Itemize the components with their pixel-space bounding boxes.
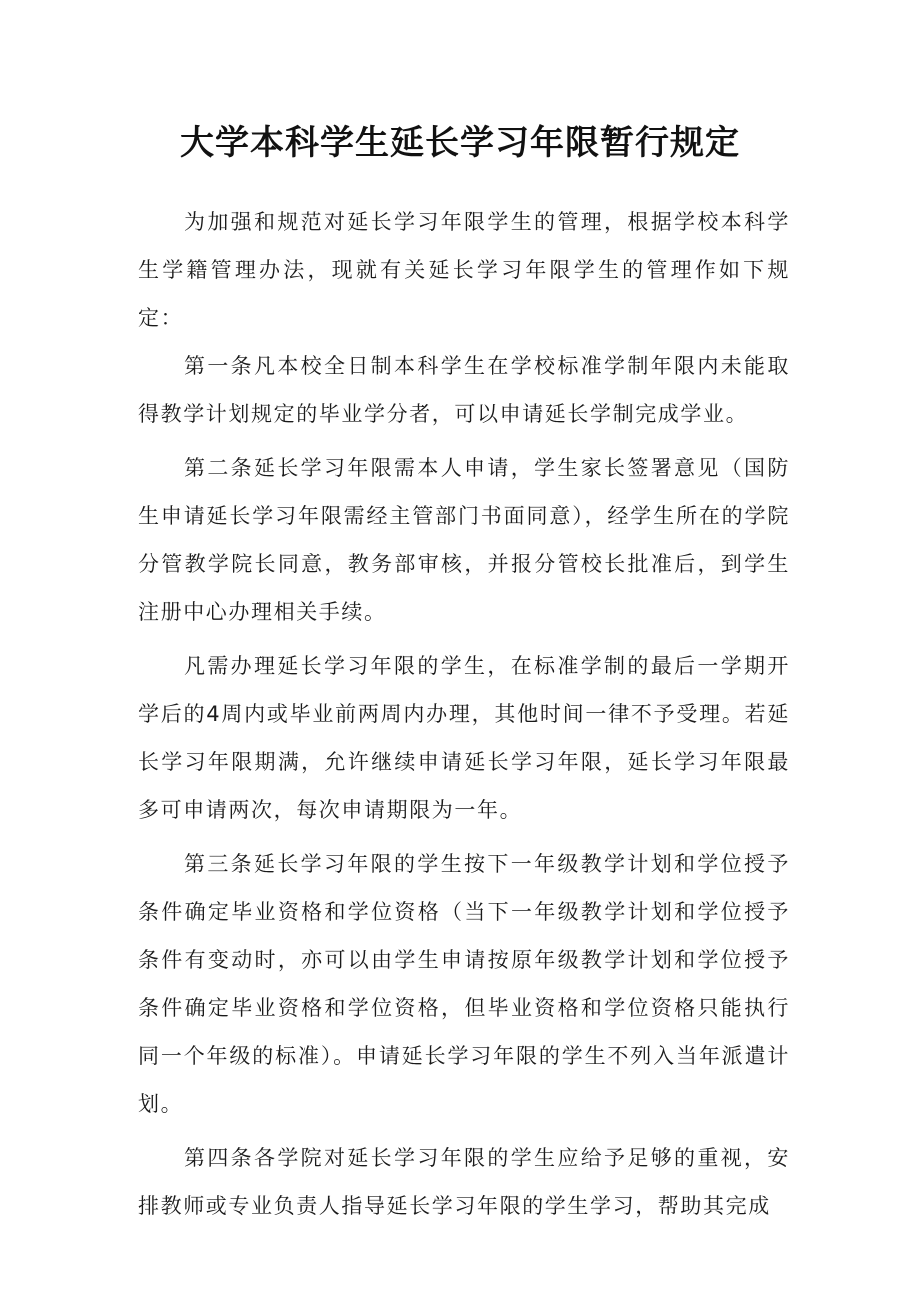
paragraph-intro: 为加强和规范对延长学习年限学生的管理，根据学校本科学生学籍管理办法，现就有关延长学习年限学生的管理作如下规定： [138,210,790,330]
paragraph-article-3: 第三条延长学习年限的学生按下一年级教学计划和学位授予条件确定毕业资格和学位资格（当下一年级教学计划和学位授予条件有变动时，亦可以由学生申请按原年级教学计划和学位授予条件确定毕业资格和学位资格，但毕业资格和学位资格只能执行同一个年级的标准）。申请延长学习年限的学生不列入当年派遣计划。 [138,852,790,1116]
paragraph-article-2-supplement: 凡需办理延长学习年限的学生，在标准学制的最后一学期开学后的4周内或毕业前两周内办理，其他时间一律不予受理。若延长学习年限期满，允许继续申请延长学习年限，延长学习年限最多可申请两次，每次申请期限为一年。 [138,654,790,822]
paragraph-article-1: 第一条凡本校全日制本科学生在学校标准学制年限内未能取得教学计划规定的毕业学分者，可以申请延长学制完成学业。 [138,354,790,426]
paragraph-article-2: 第二条延长学习年限需本人申请，学生家长签署意见（国防生申请延长学习年限需经主管部门书面同意），经学生所在的学院分管教学院长同意，教务部审核，并报分管校长批准后，到学生注册中心办理相关手续。 [138,456,790,624]
document-body [138,198,790,1230]
paragraph-article-4: 第四条各学院对延长学习年限的学生应给予足够的重视，安排教师或专业负责人指导延长学习年限的学生学习，帮助其完成 [138,1146,790,1218]
document-title: 大学本科学生延长学习年限暂行规定 [180,123,740,163]
